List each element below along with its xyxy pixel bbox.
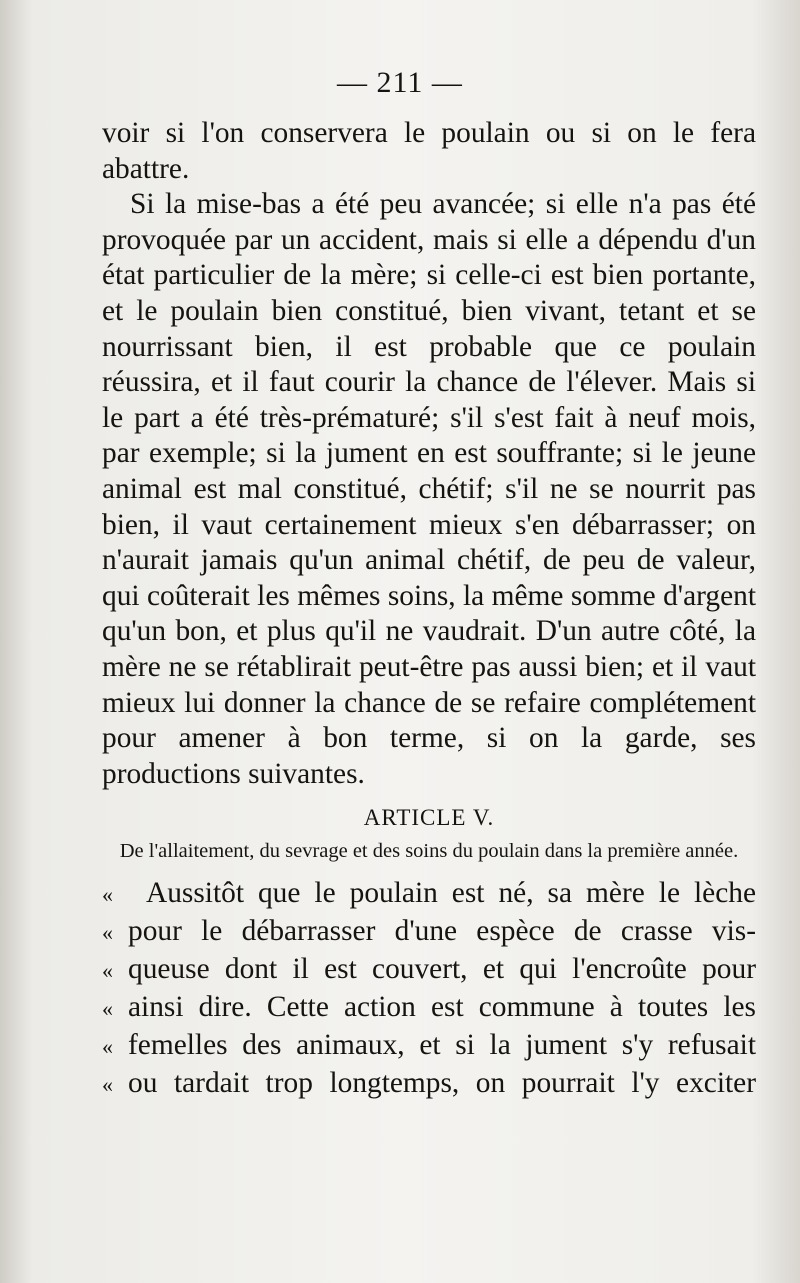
quote-line-text: pour le débarrasser d'une espèce de crasse vis-: [128, 915, 756, 948]
quote-line-text: ainsi dire. Cette action est commune à toutes les: [128, 991, 756, 1024]
quote-line: [102, 989, 756, 1027]
quote-line: [102, 1065, 756, 1103]
page-body: [102, 116, 756, 1103]
quote-mark: «: [102, 1072, 113, 1098]
page-number: — 211 —: [337, 66, 463, 99]
quote-mark: «: [102, 882, 113, 908]
quote-mark: «: [102, 996, 113, 1022]
quote-mark: «: [102, 1034, 113, 1060]
paragraph-mise-bas: Si la mise-bas a été peu avancée; si elle n'a pas été provoquée par un accident, mais si elle a dépendu d'un état particulier de la mère; si celle-ci est bien portante, et le poulain bien constitué, bien vivant, tetant et se nourrissant bien, il est probable que ce poulain réussira, et il faut courir la chance de l'élever. Mais si le part a été très-prématuré; s'il s'est fait à neuf mois, par exemple; si la jument en est souffrante; si le jeune animal est mal constitué, chétif; s'il ne se nourrit pas bien, il vaut certainement mieux s'en débarrasser; on n'aurait jamais qu'un animal chétif, de peu de valeur, qui coûterait les mêmes soins, la même somme d'argent qu'un bon, et plus qu'il ne vaudrait. D'un autre côté, la mère ne se rétablirait peut-être pas aussi bien; et il vaut mieux lui donner la chance de se refaire complétement pour amener à bon terme, si on la garde, ses productions suivantes.: [102, 188, 756, 790]
quote-line: [102, 951, 756, 989]
quote-line: [102, 913, 756, 951]
quote-line-text: ou tardait trop longtemps, on pourrait l'y exciter: [128, 1067, 756, 1100]
article-heading: ARTICLE V.: [363, 805, 495, 831]
quote-line: [102, 1027, 756, 1065]
paragraph-continued: voir si l'on conservera le poulain ou si on le fera abattre.: [102, 117, 756, 185]
quote-line-text: queuse dont il est couvert, et qui l'encroûte pour: [128, 953, 756, 986]
article-subtitle: De l'allaitement, du sevrage et des soins du poulain dans la première année.: [119, 840, 739, 863]
quote-line: [102, 875, 756, 913]
quotation-block: [102, 875, 756, 1103]
quote-line-text: Aussitôt que le poulain est né, sa mère le lèche: [146, 877, 756, 910]
quote-mark: «: [102, 920, 113, 946]
quote-mark: «: [102, 958, 113, 984]
quote-line-text: femelles des animaux, et si la jument s'y refusait: [128, 1029, 756, 1062]
